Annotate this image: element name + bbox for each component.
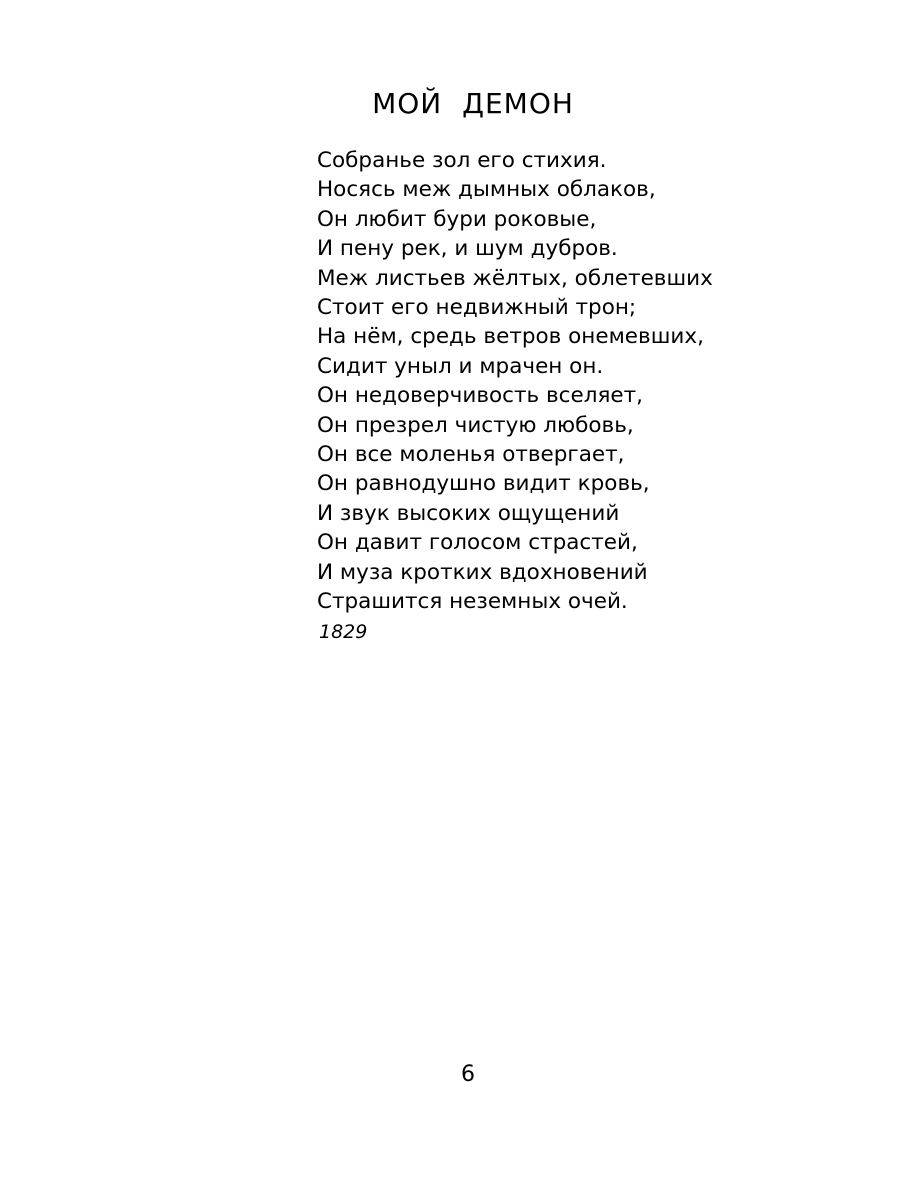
- poem-line: Он презрел чистую любовь,: [317, 412, 634, 438]
- poem-body: [317, 146, 713, 617]
- poem-title: МОЙ ДЕМОН: [372, 87, 574, 120]
- poem-line: Стоит его недвижный трон;: [317, 295, 637, 321]
- poem-line: Он равнодушно видит кровь,: [317, 471, 650, 497]
- poem-date: 1829: [319, 621, 368, 643]
- poem-line: И звук высоких ощущений: [317, 500, 620, 526]
- poem-line: И муза кротких вдохновений: [317, 559, 648, 585]
- poem-line: И пену рек, и шум дубров.: [317, 236, 618, 262]
- poem-line: На нём, средь ветров онемевших,: [317, 324, 704, 350]
- poem-line: Он давит голосом страстей,: [317, 530, 638, 556]
- page-number: 6: [461, 1062, 475, 1087]
- poem-line: Он любит бури роковые,: [317, 206, 597, 232]
- poem-line: Он недоверчивость вселяет,: [317, 383, 643, 409]
- poem-line: Собранье зол его стихия.: [317, 148, 607, 173]
- poem-line: Меж листьев жёлтых, облетевших: [317, 265, 713, 291]
- poem-line: Страшится неземных очей.: [317, 589, 628, 615]
- poem-line: Он все моленья отвергает,: [317, 442, 625, 468]
- poem-line: Носясь меж дымных облаков,: [317, 177, 656, 203]
- poem-line: Сидит уныл и мрачен он.: [317, 353, 604, 379]
